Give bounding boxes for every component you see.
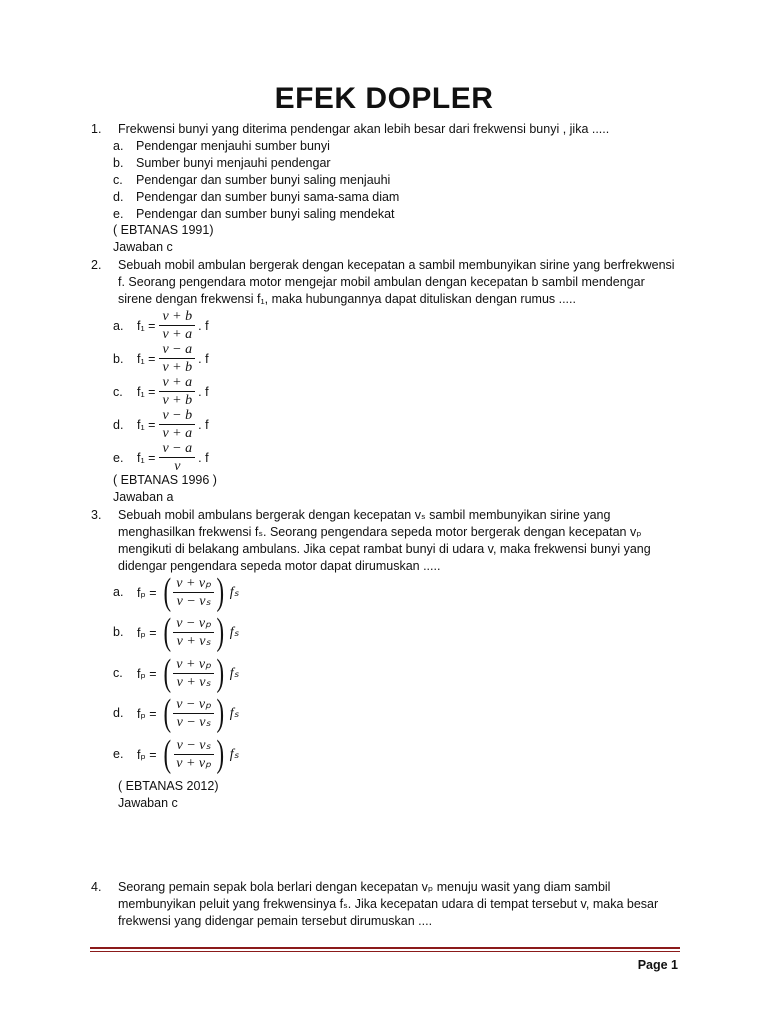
numerator: v + a <box>159 375 195 392</box>
right-paren: ) <box>216 652 225 694</box>
numerator: v − vₚ <box>173 616 214 633</box>
denominator: v + vₛ <box>176 674 211 690</box>
denominator: v + vₚ <box>176 755 212 771</box>
numerator: v − a <box>159 342 195 359</box>
option-letter: b. <box>113 351 124 366</box>
option-letter: a. <box>113 585 124 599</box>
fraction <box>159 375 195 408</box>
right-paren: ) <box>216 692 225 734</box>
numerator: v + vₚ <box>173 657 214 674</box>
numerator: v + vₚ <box>173 576 214 593</box>
question-2-number: 2. <box>91 258 102 272</box>
fraction <box>173 657 214 690</box>
formula-rhs: . f <box>198 450 209 465</box>
question-text-line: Sebuah mobil ambulan bergerak dengan kecepatan a sambil membunyikan sirine yang berfrekwensi <box>118 258 675 272</box>
option-letter: b. <box>113 625 124 639</box>
right-paren: ) <box>216 611 225 653</box>
numerator: v + b <box>159 309 195 326</box>
question-text-line: Seorang pemain sepak bola berlari dengan kecepatan vₚ menuju wasit yang diam sambil <box>118 880 611 894</box>
answer: Jawaban c <box>118 796 178 810</box>
formula-lhs: f₁ = <box>137 450 156 465</box>
question-4-number: 4. <box>91 880 102 894</box>
numerator: v − b <box>159 408 195 425</box>
fraction <box>159 309 195 342</box>
fraction <box>159 342 195 375</box>
formula-rhs: fₛ <box>229 584 239 600</box>
formula-lhs: fₚ = <box>137 706 157 721</box>
numerator: v − a <box>159 441 195 458</box>
question-text-line: frekwensi yang didengar pemain tersebut dirumuskan .... <box>118 914 433 928</box>
formula-rhs: . f <box>198 417 209 432</box>
question-text-line: f. Seorang pengendara motor mengejar mobil ambulan dengan kecepatan b sambil mendengar <box>118 275 645 289</box>
right-paren: ) <box>216 571 225 613</box>
denominator: v <box>174 459 181 474</box>
formula-lhs: f₁ = <box>137 417 156 432</box>
option-text: Pendengar dan sumber bunyi sama-sama diam <box>136 190 400 204</box>
formula-rhs: fₛ <box>229 624 239 640</box>
denominator: v + b <box>162 393 193 408</box>
page-number: Page 1 <box>637 958 678 972</box>
formula-option <box>113 573 239 611</box>
formula-option <box>113 735 239 773</box>
question-source: ( EBTANAS 1996 ) <box>113 473 217 487</box>
formula-rhs: . f <box>198 351 209 366</box>
formula-option <box>113 654 239 692</box>
question-1-number: 1. <box>91 122 102 136</box>
formula-lhs: fₚ = <box>137 666 157 681</box>
question-text-line: Sebuah mobil ambulans bergerak dengan kecepatan vₛ sambil membunyikan sirine yang <box>118 508 611 522</box>
denominator: v + a <box>162 426 193 441</box>
formula-option <box>113 309 209 342</box>
formula-lhs: f₁ = <box>137 318 156 333</box>
left-paren: ( <box>163 692 171 734</box>
option-letter: c. <box>113 666 123 680</box>
formula-rhs: fₛ <box>229 665 239 681</box>
question-1-text: Frekwensi bunyi yang diterima pendengar akan lebih besar dari frekwensi bunyi , jika ..... <box>118 122 610 136</box>
option-letter: d. <box>113 706 124 720</box>
formula-option <box>113 441 209 474</box>
formula-lhs: f₁ = <box>137 384 156 399</box>
formula-rhs: fₛ <box>229 705 239 721</box>
fraction <box>159 441 195 474</box>
formula-rhs: fₛ <box>229 746 239 762</box>
question-text-line: membunyikan peluit yang frekwensinya fₛ. Jika kecepatan udara di tempat tersebut v, maka besar <box>118 897 659 911</box>
formula-lhs: fₚ = <box>137 625 157 640</box>
fraction <box>173 616 214 649</box>
option-text: Pendengar dan sumber bunyi saling menjauhi <box>136 173 391 187</box>
formula-lhs: fₚ = <box>137 747 157 762</box>
question-text-line: didengar pengendara sepeda motor dapat dirumuskan ..... <box>118 559 441 573</box>
footer-rule <box>90 947 680 949</box>
denominator: v + a <box>162 327 193 342</box>
denominator: v − vₛ <box>176 593 211 609</box>
option-letter: b. <box>113 156 124 170</box>
question-3-number: 3. <box>91 508 102 522</box>
option-text: Sumber bunyi menjauhi pendengar <box>136 156 331 170</box>
formula-lhs: f₁ = <box>137 351 156 366</box>
formula-option <box>113 613 239 651</box>
right-paren: ) <box>216 733 225 775</box>
fraction <box>173 697 214 730</box>
question-text-line: sirene dengan frekwensi f₁, maka hubungannya dapat dituliskan dengan rumus ..... <box>118 292 576 306</box>
option-text: Pendengar menjauhi sumber bunyi <box>136 139 330 153</box>
option-letter: e. <box>113 747 124 761</box>
question-text-line: menghasilkan frekwensi fₛ. Seorang pengendara sepeda motor bergerak dengan kecepatan vₚ <box>118 525 642 539</box>
denominator: v − vₛ <box>176 714 211 730</box>
formula-rhs: . f <box>198 384 209 399</box>
fraction <box>173 576 214 609</box>
fraction <box>159 408 195 441</box>
option-letter: a. <box>113 139 124 153</box>
formula-option <box>113 342 209 375</box>
left-paren: ( <box>163 571 171 613</box>
formula-option <box>113 694 239 732</box>
answer: Jawaban c <box>113 240 173 254</box>
left-paren: ( <box>163 652 171 694</box>
option-letter: c. <box>113 384 123 399</box>
answer: Jawaban a <box>113 490 174 504</box>
footer-rule-thin <box>90 951 680 952</box>
left-paren: ( <box>163 611 171 653</box>
formula-option <box>113 408 209 441</box>
question-source: ( EBTANAS 2012) <box>118 779 219 793</box>
denominator: v + vₛ <box>176 633 211 649</box>
numerator: v − vₛ <box>174 738 214 755</box>
denominator: v + b <box>162 360 193 375</box>
formula-lhs: fₚ = <box>137 585 157 600</box>
option-letter: d. <box>113 417 124 432</box>
left-paren: ( <box>163 733 171 775</box>
option-letter: e. <box>113 207 124 221</box>
formula-rhs: . f <box>198 318 209 333</box>
option-letter: a. <box>113 318 124 333</box>
option-letter: c. <box>113 173 123 187</box>
question-source: ( EBTANAS 1991) <box>113 223 214 237</box>
option-letter: d. <box>113 190 124 204</box>
formula-option <box>113 375 209 408</box>
fraction <box>173 738 214 771</box>
numerator: v − vₚ <box>173 697 214 714</box>
option-text: Pendengar dan sumber bunyi saling mendekat <box>136 207 395 221</box>
document-title: EFEK DOPLER <box>274 82 494 115</box>
option-letter: e. <box>113 450 124 465</box>
question-text-line: mengikuti di belakang ambulans. Jika cepat rambat bunyi di udara v, maka frekwensi bunyi yang <box>118 542 651 556</box>
